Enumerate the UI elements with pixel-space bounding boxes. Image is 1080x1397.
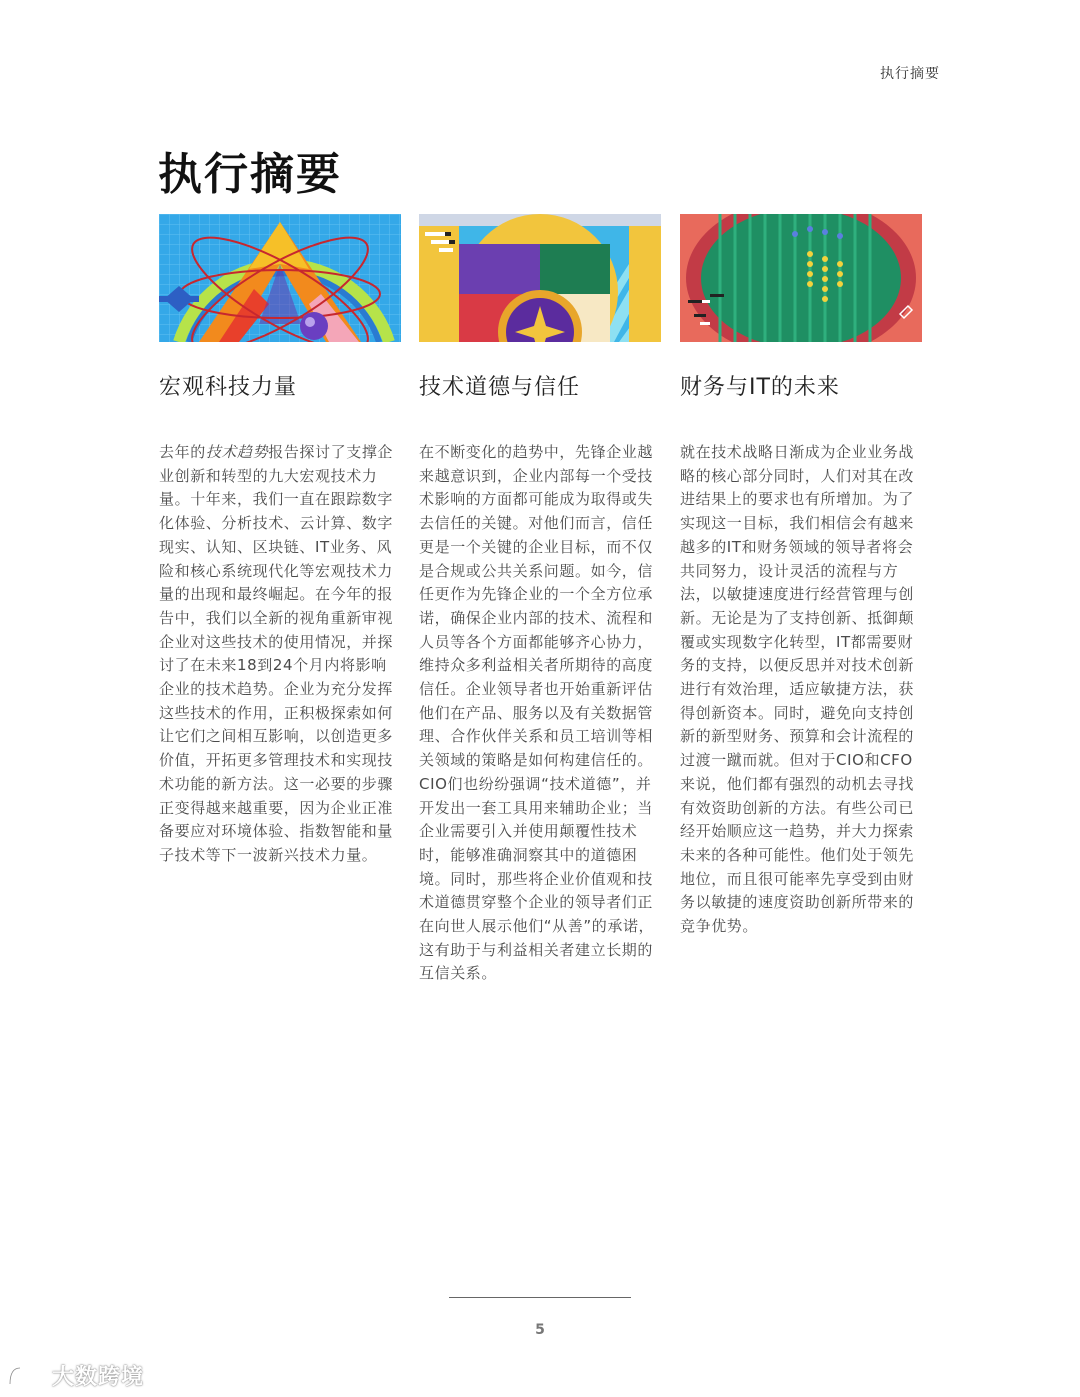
column-heading: 技术道德与信任 bbox=[419, 375, 581, 400]
column-macro-forces bbox=[159, 214, 401, 868]
column-body: 去年的技术趋势报告探讨了支撑企业创新和转型的九大宏观技术力量。十年来，我们一直在跟踪数字化体验、分析技术、云计算、数字现实、认知、区块链、IT业务、风险和核心系统现代化等宏观技术力量的出现和最终崛起。在今年的报告中，我们以全新的视角重新审视企业对这些技术的使用情况，并探讨了在未来18到24个月内将影响企业的技术趋势。企业为充分发挥这些技术的作用，正积极探索如何让它们之间相互影响，以创造更多价值，开拓更多管理技术和实现技术功能的新方法。这一必要的步骤正变得越来越重要，因为企业正准备要应对环境体验、指数智能和量子技术等下一波新兴技术力量。 bbox=[159, 443, 394, 864]
watermark bbox=[6, 1360, 144, 1391]
page-number: 5 bbox=[535, 1322, 545, 1338]
watermark-logo-icon bbox=[6, 1362, 52, 1390]
watermark-text: 大数跨境 bbox=[52, 1365, 145, 1390]
footer-divider bbox=[449, 1297, 631, 1298]
column-body: 在不断变化的趋势中，先锋企业越来越意识到，企业内部每一个受技术影响的方面都可能成为取得或失去信任的关键。对他们而言，信任更是一个关键的企业目标，而不仅是合规或公共关系问题。如今，信任更作为先锋企业的一个全方位承诺，确保企业内部的技术、流程和人员等各个方面都能够齐心协力，维持众多利益相关者所期待的高度信任。企业领导者也开始重新评估他们在产品、服务以及有关数据管理、合作伙伴关系和员工培训等相关领域的策略是如何构建信任的。CIO们也纷纷强调“技术道德”，并开发出一套工具用来辅助企业；当企业需要引入并使用颠覆性技术时，能够准确洞察其中的道德困境。同时，那些将企业价值观和技术道德贯穿整个企业的领导者们正在向世人展示他们“从善”的承诺，这有助于与利益相关者建立长期的互信关系。 bbox=[419, 443, 655, 983]
column-body: 就在技术战略日渐成为企业业务战略的核心部分同时，人们对其在改进结果上的要求也有所增加。为了实现这一目标，我们相信会有越来越多的IT和财务领域的领导者将会共同努力，设计灵活的流程与方法，以敏捷速度进行经营管理与创新。无论是为了支持创新、抵御颠覆或实现数字化转型，IT都需要财务的支持，以便反思并对技术创新进行有效治理，适应敏捷方法，获得创新资本。同时，避免向支持创新的新型财务、预算和会计流程的过渡一蹴而就。但对于CIO和CFO来说，他们都有强烈的动机去寻找有效资助创新的方法。有些公司已经开始顺应这一趋势，并大力探索未来的各种可能性。他们处于领先地位，而且很可能率先享受到由财务以敏捷的速度资助创新所带来的竞争优势。 bbox=[680, 443, 915, 936]
atom-triangle-illustration bbox=[159, 214, 401, 342]
column-finance-it bbox=[680, 214, 922, 939]
page-title: 执行摘要 bbox=[158, 149, 342, 200]
compass-shield-illustration bbox=[419, 214, 661, 342]
column-heading: 财务与IT的未来 bbox=[680, 375, 840, 400]
report-title-italic: 技术趋势 bbox=[205, 443, 269, 461]
running-header: 执行摘要 bbox=[880, 66, 940, 82]
column-heading: 宏观科技力量 bbox=[159, 375, 298, 400]
column-ethics-trust bbox=[419, 214, 661, 986]
abacus-illustration bbox=[680, 214, 922, 342]
